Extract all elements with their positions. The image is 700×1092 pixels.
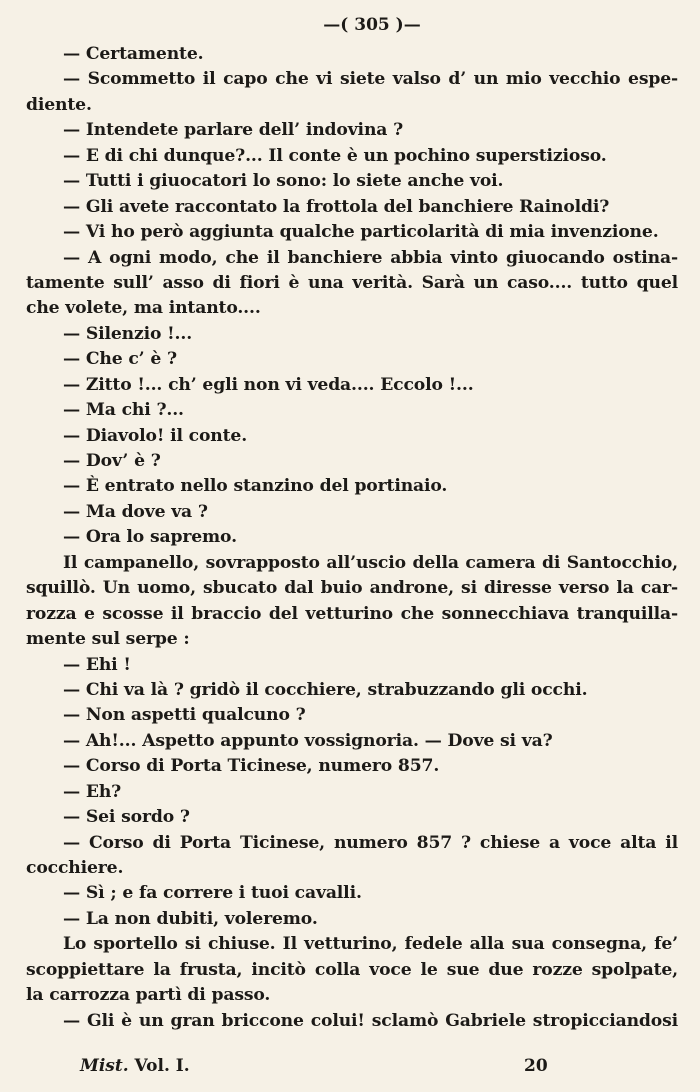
page-footer xyxy=(26,1056,678,1082)
text-line: rozza e scosse il braccio del vetturino che sonnecchiava tranquilla- xyxy=(26,603,678,624)
text-line: Lo sportello si chiuse. Il vetturino, fedele alla sua consegna, fe’ xyxy=(63,934,678,955)
signature-mark: Mist. xyxy=(80,1056,129,1076)
text-line: — Ora lo sapremo. xyxy=(63,527,237,548)
text-line: — Tutti i giuocatori lo sono: lo siete anche voi. xyxy=(63,171,504,192)
text-line: — La non dubiti, voleremo. xyxy=(63,908,318,929)
text-line: — Sì ; e fa correre i tuoi cavalli. xyxy=(63,883,362,904)
text-line: — Ehi ! xyxy=(63,654,131,675)
text-line: che volete, ma intanto.... xyxy=(26,298,261,319)
volume-label: Vol. I. xyxy=(134,1056,190,1076)
text-line: — Corso di Porta Ticinese, numero 857. xyxy=(63,756,440,777)
text-line: — Non aspetti qualcuno ? xyxy=(63,705,306,726)
text-line: cocchiere. xyxy=(26,858,124,878)
text-line: — Sei sordo ? xyxy=(63,807,190,828)
text-line: — Scommetto il capo che vi siete valso d’ un mio vecchio espe- xyxy=(63,69,678,90)
text-line: — E di chi dunque?... Il conte è un pochino superstizioso. xyxy=(63,145,607,166)
text-line: — Ma dove va ? xyxy=(63,501,208,522)
text-line: — Diavolo! il conte. xyxy=(63,425,248,446)
text-line: — Certamente. xyxy=(63,44,204,64)
text-line: — Gli è un gran briccone colui! sclamò Gabriele stropicciandosi xyxy=(63,1010,678,1031)
text-line: — Eh? xyxy=(63,781,122,802)
text-line: scoppiettare la frusta, incitò colla voce le sue due rozze spolpate, xyxy=(26,959,678,980)
text-line: — Zitto !... ch’ egli non vi veda.... Eccolo !... xyxy=(63,374,474,395)
text-line: — Corso di Porta Ticinese, numero 857 ? chiese a voce alta il xyxy=(63,832,678,853)
text-line: — Vi ho però aggiunta qualche particolarità di mia invenzione. xyxy=(63,222,659,243)
body-text xyxy=(26,42,678,1034)
text-line: — Ah!... Aspetto appunto vossignoria. — Dove si va? xyxy=(63,730,553,751)
text-line: — Dov’ è ? xyxy=(63,451,161,471)
text-line: Il campanello, sovrapposto all’uscio della camera di Santocchio, xyxy=(63,552,678,573)
text-line: — Intendete parlare dell’ indovina ? xyxy=(63,120,404,141)
text-line: — Che c’ è ? xyxy=(63,349,177,370)
text-line: la carrozza partì di passo. xyxy=(26,985,271,1006)
text-line: — Ma chi ?... xyxy=(63,400,184,421)
text-line: — A ogni modo, che il banchiere abbia vinto giuocando ostina- xyxy=(63,247,678,268)
text-line: — Silenzio !... xyxy=(63,323,193,344)
text-line: — Chi va là ? gridò il cocchiere, strabuzzando gli occhi. xyxy=(63,679,588,700)
text-line: tamente sull’ asso di fiori è una verità. Sarà un caso.... tutto quel xyxy=(26,272,678,293)
text-line: — È entrato nello stanzino del portinaio. xyxy=(63,476,448,497)
text-line: squillò. Un uomo, sbucato dal buio androne, si diresse verso la car- xyxy=(26,578,678,599)
text-line: diente. xyxy=(26,94,92,115)
sheet-number: 20 xyxy=(524,1056,548,1076)
footer-signature xyxy=(80,1056,190,1076)
text-line: mente sul serpe : xyxy=(26,629,190,650)
page-number: —( 305 )— xyxy=(323,15,421,35)
text-line: — Gli avete raccontato la frottola del banchiere Rainoldi? xyxy=(63,196,610,217)
